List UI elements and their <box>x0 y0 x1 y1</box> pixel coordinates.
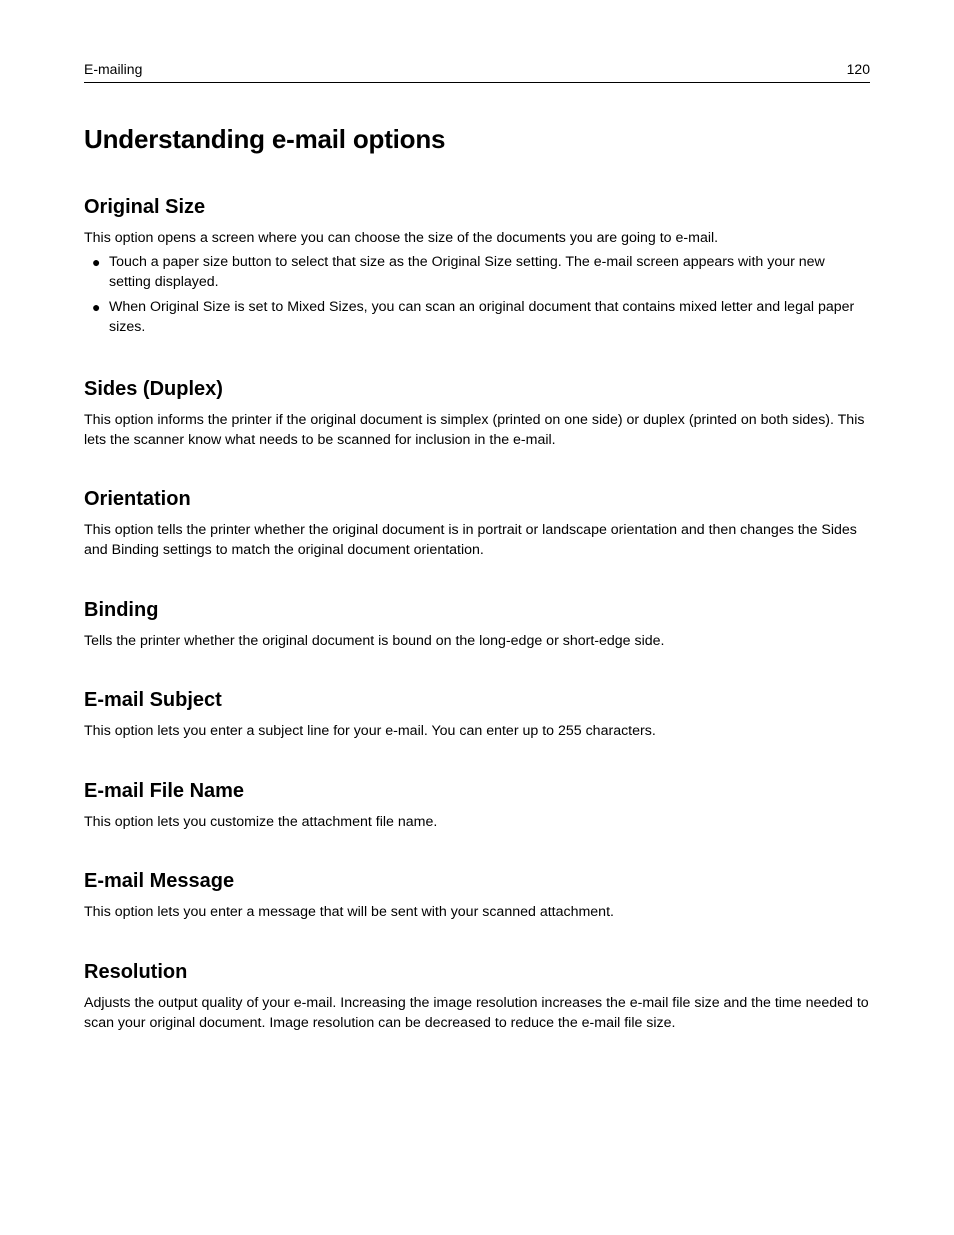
section-body: Adjusts the output quality of your e-mail. Increasing the image resolution increases the e-mail file size and the time needed to scan your original document. Image resolution can be decreased to reduce the e-mail file size. <box>84 995 869 1031</box>
section-heading: E-mail Subject <box>84 689 222 711</box>
section-binding <box>84 597 870 651</box>
section-email-file-name <box>84 778 870 832</box>
section-email-message <box>84 868 870 922</box>
running-header <box>84 60 870 83</box>
section-heading: Orientation <box>84 488 191 510</box>
section-body: This option opens a screen where you can choose the size of the documents you are going to e-mail. <box>84 230 719 246</box>
section-heading: Original Size <box>84 196 206 218</box>
bullet-icon: ● <box>92 299 101 315</box>
section-body: This option lets you customize the attachment file name. <box>84 814 438 830</box>
bullet-list <box>84 252 870 337</box>
list-item <box>84 252 870 292</box>
header-page-number: 120 <box>846 61 870 77</box>
header-section-name: E-mailing <box>84 61 143 77</box>
section-sides <box>84 376 870 450</box>
list-item-text: When Original Size is set to Mixed Sizes, you can scan an original document that contains mixed letter and legal paper sizes. <box>109 299 855 335</box>
page-title: Understanding e-mail options <box>84 124 446 154</box>
section-orientation <box>84 486 870 560</box>
section-heading: Resolution <box>84 961 188 983</box>
section-body: This option lets you enter a subject line for your e-mail. You can enter up to 255 characters. <box>84 723 656 739</box>
section-heading: E-mail File Name <box>84 780 245 802</box>
section-body: This option informs the printer if the original document is simplex (printed on one side) or duplex (printed on both sides). This lets the scanner know what needs to be scanned for inclusion in the e-mail. <box>84 412 865 448</box>
section-original-size <box>84 194 870 342</box>
bullet-icon: ● <box>92 254 101 270</box>
list-item-text: Touch a paper size button to select that size as the Original Size setting. The e-mail screen appears with your new setting displayed. <box>109 254 825 290</box>
section-heading: Binding <box>84 599 159 621</box>
section-resolution <box>84 959 870 1033</box>
list-item <box>84 297 870 337</box>
section-heading: Sides (Duplex) <box>84 378 223 400</box>
section-body: This option lets you enter a message that will be sent with your scanned attachment. <box>84 904 614 920</box>
section-body: This option tells the printer whether the original document is in portrait or landscape orientation and then changes the Sides and Binding settings to match the original document orientation. <box>84 522 857 558</box>
section-email-subject <box>84 687 870 741</box>
section-heading: E-mail Message <box>84 870 235 892</box>
section-body: Tells the printer whether the original document is bound on the long-edge or short-edge side. <box>84 633 665 649</box>
